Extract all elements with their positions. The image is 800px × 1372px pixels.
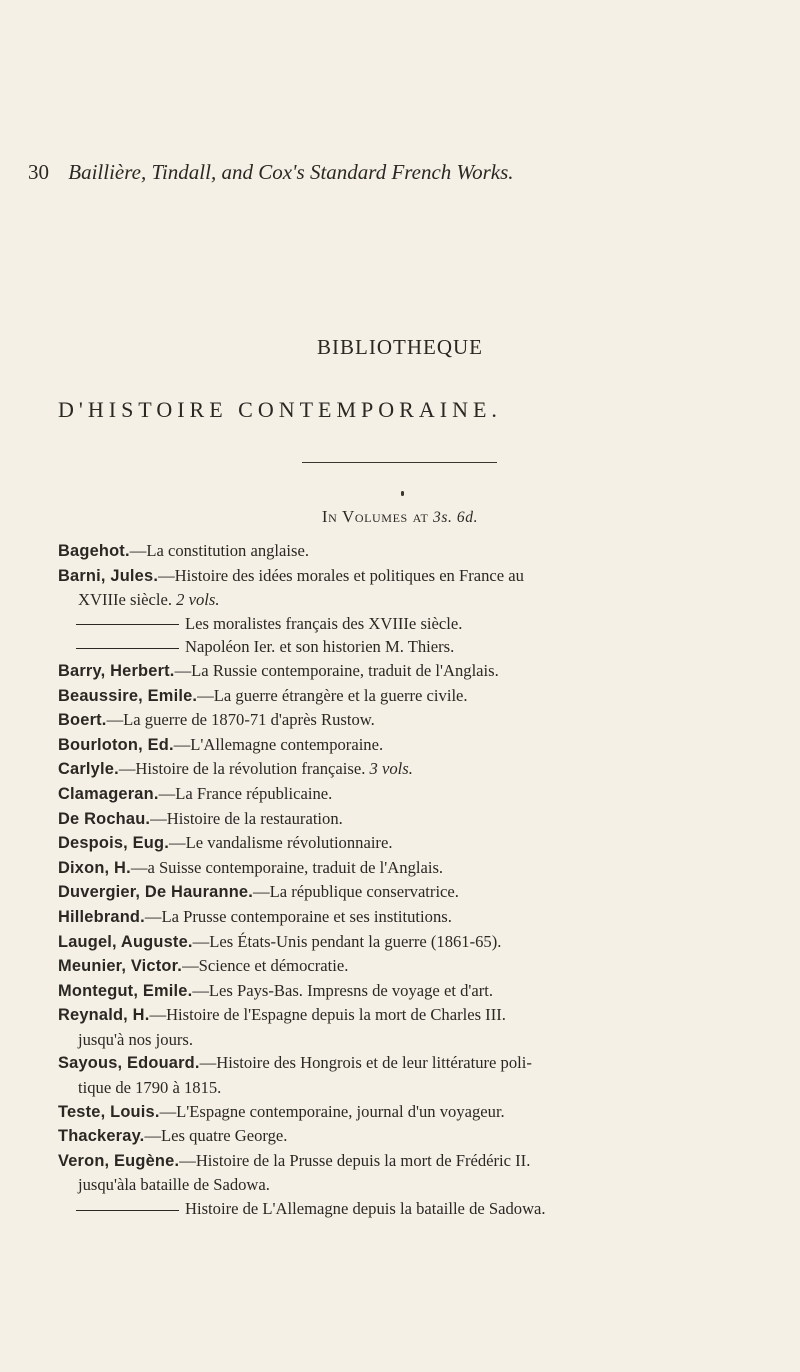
series-title-line2: D'HISTOIRE CONTEMPORAINE. xyxy=(58,397,502,422)
entry-author: Barry, Herbert. xyxy=(58,661,175,680)
book-entry xyxy=(58,807,793,832)
entry-title: —La guerre de 1870-71 d'après Rustow. xyxy=(106,710,375,730)
entry-author: De Rochau. xyxy=(58,809,151,828)
book-entry xyxy=(58,1100,793,1125)
book-entry xyxy=(58,856,793,881)
book-entry xyxy=(58,733,793,758)
entry-title: —Science et démocratie. xyxy=(182,956,349,976)
book-entry xyxy=(58,708,793,733)
entry-title: —La république conservatrice. xyxy=(252,882,459,902)
entry-title: —Histoire des idées morales et politiques en France au xyxy=(158,565,524,585)
page-number: 30 xyxy=(28,160,49,184)
book-entry xyxy=(58,564,793,612)
entry-author: Boert. xyxy=(58,711,107,730)
book-entry xyxy=(58,1124,793,1149)
running-head xyxy=(28,160,788,185)
entry-author: Thackeray. xyxy=(58,1127,145,1146)
book-entry xyxy=(58,1003,793,1051)
book-entry xyxy=(58,905,793,930)
entry-title: —La Russie contemporaine, traduit de l'Anglais. xyxy=(174,660,499,680)
entry-title: —Histoire de la restauration. xyxy=(150,808,343,828)
subtitle-prefix: In Volumes at xyxy=(321,507,429,526)
book-entry xyxy=(58,684,793,709)
entry-title: Les moralistes français des XVIIIe siècle. xyxy=(185,613,463,633)
entry-author: Despois, Eug. xyxy=(58,834,169,853)
entry-title: —La guerre étrangère et la guerre civile. xyxy=(197,685,468,705)
entry-title: —a Suisse contemporaine, traduit de l'Anglais. xyxy=(130,857,444,877)
entry-author: Teste, Louis. xyxy=(58,1102,160,1121)
entry-author: Clamageran. xyxy=(58,784,159,803)
entry-continuation-text: XVIIIe siècle. xyxy=(78,590,172,610)
entry-continuation-text: tique de 1790 à 1815. xyxy=(78,1078,222,1098)
entry-title: —Le vandalisme révolutionnaire. xyxy=(168,833,393,853)
entry-continuation xyxy=(78,1028,793,1052)
volume-count: 2 vols. xyxy=(176,590,220,610)
book-entry xyxy=(58,635,793,659)
entry-author: Dixon, H. xyxy=(58,858,131,877)
entry-author: Montegut, Emile. xyxy=(58,981,193,1000)
entry-author: Duvergier, De Hauranne. xyxy=(58,883,253,902)
book-entry xyxy=(58,539,793,564)
entry-author: Carlyle. xyxy=(58,760,119,779)
entry-continuation xyxy=(78,1173,793,1197)
ink-mark xyxy=(401,491,404,496)
price-subtitle xyxy=(0,507,800,527)
book-entry xyxy=(58,782,793,807)
entry-title: —Les États-Unis pendant la guerre (1861-65). xyxy=(192,931,502,951)
book-entry xyxy=(58,930,793,955)
entry-author: Bourloton, Ed. xyxy=(58,735,174,754)
entry-title: —Histoire des Hongrois et de leur littérature poli- xyxy=(199,1053,532,1073)
ditto-rule xyxy=(76,648,179,649)
entry-title: —Histoire de la Prusse depuis la mort de Frédéric II. xyxy=(179,1150,531,1170)
book-entry xyxy=(58,1051,793,1099)
title-rule xyxy=(302,462,497,463)
entry-title: —La constitution anglaise. xyxy=(129,541,309,560)
entry-author: Meunier, Victor. xyxy=(58,957,183,976)
entry-continuation xyxy=(78,1076,793,1100)
book-entry xyxy=(58,1197,793,1221)
entry-title: —La France républicaine. xyxy=(158,783,333,803)
entry-author: Laugel, Auguste. xyxy=(58,932,193,951)
entry-continuation xyxy=(78,588,793,612)
entry-author: Barni, Jules. xyxy=(58,566,159,585)
entry-author: Reynald, H. xyxy=(58,1006,150,1025)
running-title: Baillière, Tindall, and Cox's Standard French Works. xyxy=(68,160,514,184)
entry-title: —Histoire de l'Espagne depuis la mort de Charles III. xyxy=(149,1005,506,1025)
book-entry xyxy=(58,612,793,636)
entry-continuation-text: jusqu'à nos jours. xyxy=(78,1029,193,1049)
volume-count: 3 vols. xyxy=(369,759,413,779)
entry-title: —La Prusse contemporaine et ses institutions. xyxy=(144,906,452,926)
entry-title: —Les Pays-Bas. Impresns de voyage et d'art. xyxy=(192,980,494,1000)
entry-title: —Histoire de la révolution française. xyxy=(118,759,366,779)
entry-author: Veron, Eugène. xyxy=(58,1151,180,1170)
book-entry xyxy=(58,979,793,1004)
book-entry xyxy=(58,880,793,905)
book-entry xyxy=(58,954,793,979)
book-entry xyxy=(58,659,793,684)
entry-author: Sayous, Edouard. xyxy=(58,1054,200,1073)
entry-author: Bagehot. xyxy=(58,542,130,560)
series-title-line1: BIBLIOTHEQUE xyxy=(317,335,483,359)
entry-author: Beaussire, Emile. xyxy=(58,686,198,705)
subtitle-price: 3s. 6d. xyxy=(432,509,479,526)
ditto-rule xyxy=(76,1210,179,1211)
book-entry xyxy=(58,831,793,856)
entry-continuation-text: jusqu'àla bataille de Sadowa. xyxy=(78,1175,270,1195)
book-entry xyxy=(58,1149,793,1197)
book-entry xyxy=(58,757,793,782)
entry-title: Napoléon Ier. et son historien M. Thiers. xyxy=(185,637,455,657)
entry-title: Histoire de L'Allemagne depuis la bataille de Sadowa. xyxy=(185,1199,546,1219)
entry-title: —L'Espagne contemporaine, journal d'un voyageur. xyxy=(159,1101,505,1121)
entry-title: —L'Allemagne contemporaine. xyxy=(173,734,384,754)
entry-title: —Les quatre George. xyxy=(144,1126,288,1146)
book-list xyxy=(58,539,793,1221)
ditto-rule xyxy=(76,624,179,625)
entry-author: Hillebrand. xyxy=(58,907,145,926)
